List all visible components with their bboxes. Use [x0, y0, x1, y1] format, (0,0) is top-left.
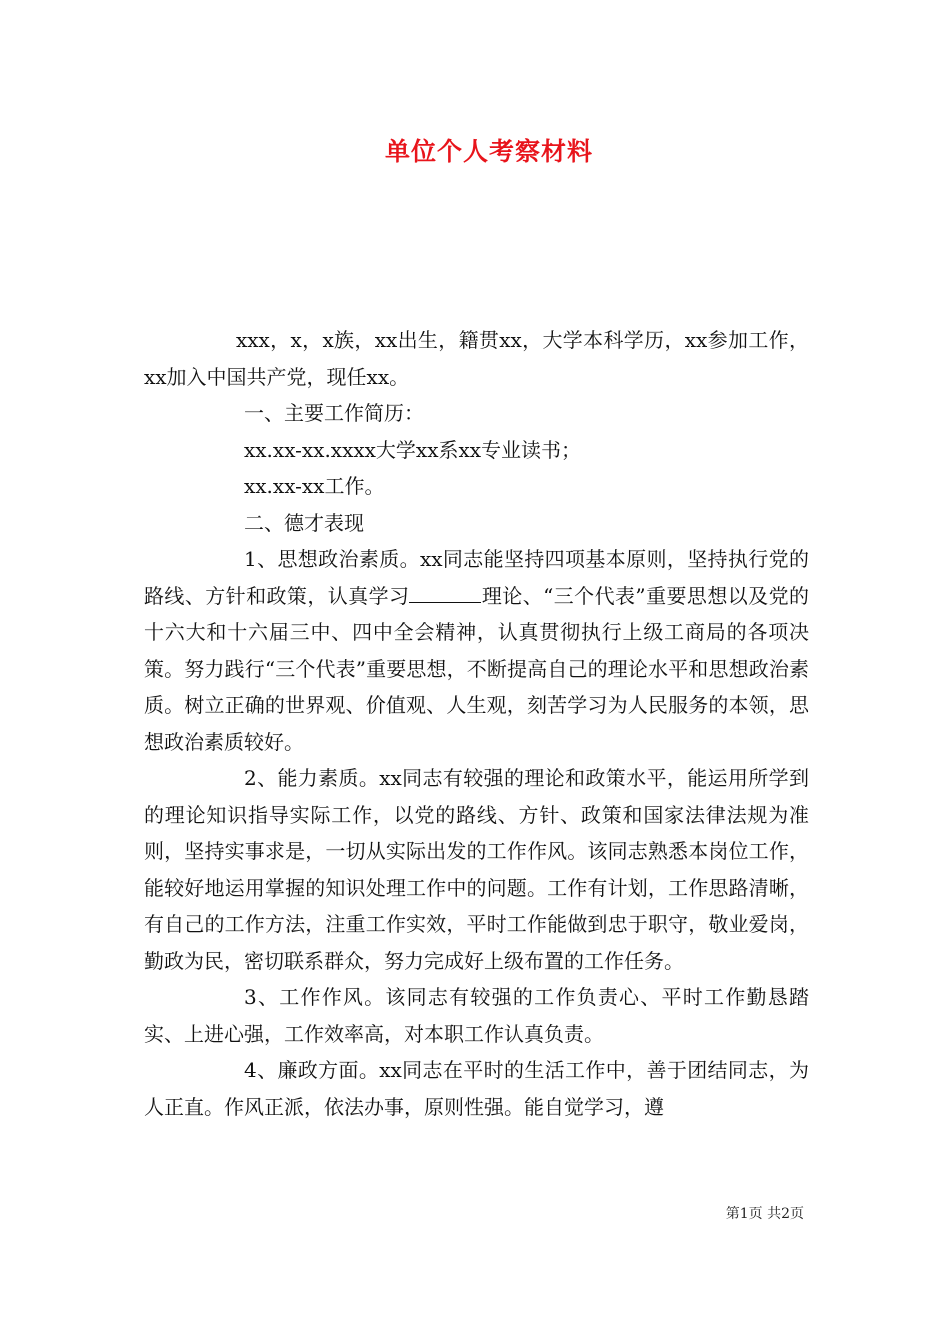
item1-text-a: 1、思想政治素质。xx同志能坚持四项基本原则，坚持执行党的路线、方针和政策，认真学习 [144, 547, 809, 608]
section2-heading: 二、德才表现 [244, 510, 364, 535]
item1-text-b: 理论、“三个代表”重要思想以及党的十六大和十六届三中、四中全会精神，认真贯彻执行上级工商局的各项决策。努力践行“三个代表”重要思想，不断提高自己的理论水平和思想政治素质。树立正确的世界观、价值观、人生观，刻苦学习为人民服务的本领，思想政治素质较好。 [144, 583, 809, 754]
resume-line-2: xx.xx-xx工作。 [244, 474, 385, 498]
item1-paragraph [144, 541, 809, 760]
resume-line-1: xx.xx-xx.xxxx大学xx系xx专业读书； [244, 437, 582, 462]
item4-paragraph: 4、廉政方面。xx同志在平时的生活工作中，善于团结同志，为人正直。作风正派，依法办事，原则性强。能自觉学习，遵 [144, 1058, 809, 1119]
section1-heading: 一、主要工作简历： [244, 401, 424, 425]
item2-paragraph: 2、能力素质。xx同志有较强的理论和政策水平，能运用所学到的理论知识指导实际工作，以党的路线、方针、政策和国家法律法规为准则，坚持实事求是，一切从实际出发的工作作风。该同志熟悉本岗位工作，能较好地运用掌握的知识处理工作中的问题。工作有计划，工作思路清晰，有自己的工作方法，注重工作实效，平时工作能做到忠于职守，敬业爱岗，勤政为民，密切联系群众，努力完成好上级布置的工作任务。 [144, 766, 809, 973]
fill-in-blank [409, 584, 481, 603]
document-body [144, 322, 809, 1125]
page-footer: 第1页 共2页 [725, 1206, 804, 1222]
item3-paragraph: 3、工作作风。该同志有较强的工作负责心、平时工作勤恳踏实、上进心强，工作效率高，对本职工作认真负责。 [144, 985, 809, 1046]
document-title: 单位个人考察材料 [384, 137, 593, 166]
intro-paragraph: xxx，x，x族，xx出生，籍贯xx，大学本科学历，xx参加工作，xx加入中国共产党，现任xx。 [144, 328, 809, 389]
